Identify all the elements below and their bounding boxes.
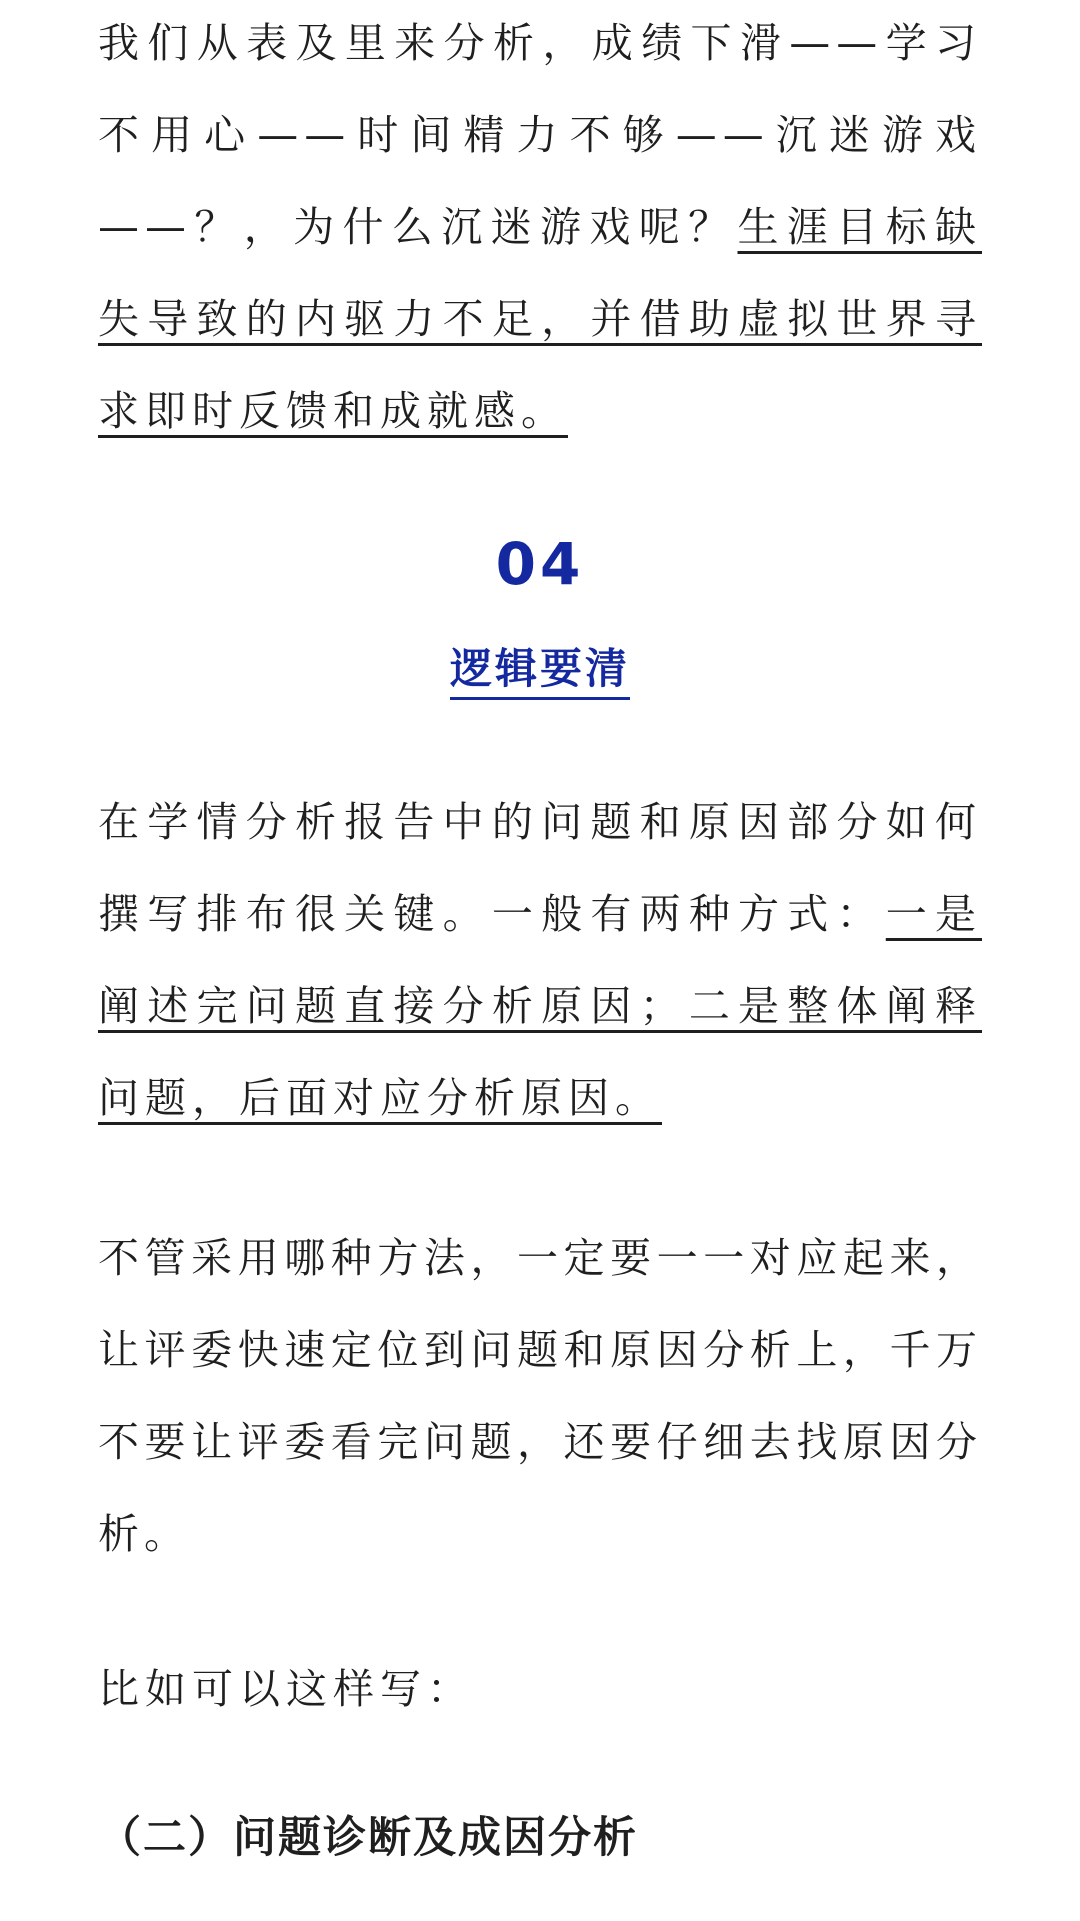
paragraph-analysis-text: 我们从表及里来分析，成绩下滑——学习不用心——时间精力不够——沉迷游戏——？，为什么沉迷游戏呢？ <box>98 19 982 251</box>
paragraph-layout-methods-underlined: 一是阐述完问题直接分析原因；二是整体阐释问题，后面对应分析原因。 <box>98 890 983 1122</box>
paragraph-layout-methods-text: 在学情分析报告中的问题和原因部分如何撰写排布很关键。一般有两种方式： <box>98 798 982 938</box>
paragraph-analysis-underlined: 生涯目标缺失导致的内驱力不足，并借助虚拟世界寻求即时反馈和成就感。 <box>98 203 982 435</box>
section-number: 04 <box>495 530 585 598</box>
paragraph-example-intro: 比如可以这样写： <box>98 1665 474 1713</box>
subheading-diagnosis: （二）问题诊断及成因分析 <box>98 1813 638 1863</box>
section-title-text: 逻辑要清 <box>450 644 630 700</box>
paragraph-correspondence: 不管采用哪种方法，一定要一一对应起来，让评委快速定位到问题和原因分析上，千万不要让评委看完问题，还要仔细去找原因分析。 <box>98 1234 982 1558</box>
section-title <box>98 636 982 696</box>
paragraph-layout-methods <box>98 776 982 1144</box>
paragraph-analysis <box>98 0 982 457</box>
